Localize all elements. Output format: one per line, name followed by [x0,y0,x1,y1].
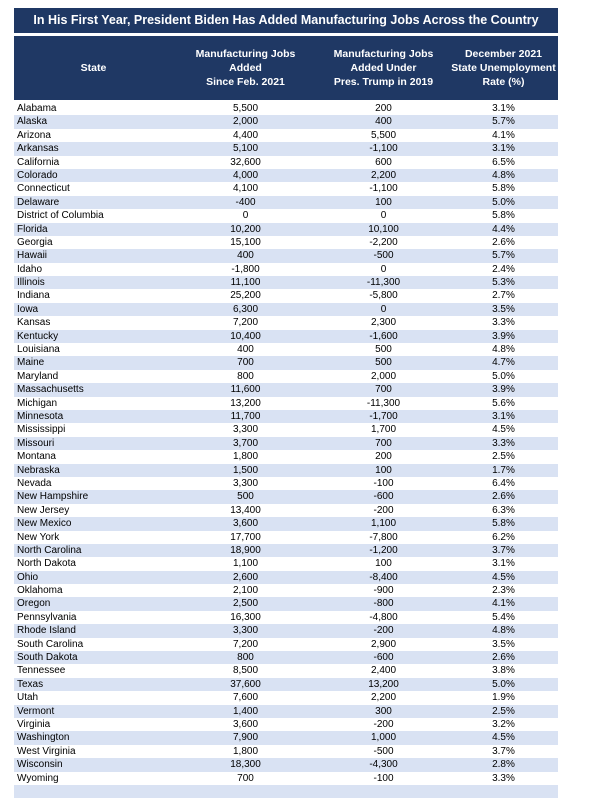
state-cell: Pennsylvania [17,611,77,623]
jobs-trump-cell: 2,200 [370,692,397,704]
jobs-added-cell: 37,600 [230,678,261,690]
jobs-trump-cell: 700 [375,437,392,449]
jobs-added-cell: 2,600 [232,571,259,583]
table-row [14,758,558,771]
jobs-trump-cell: -900 [373,585,394,597]
jobs-added-cell: 5,500 [232,103,259,114]
state-cell: Minnesota [17,410,64,422]
unemployment-rate-cell: 5.8% [492,210,515,222]
table-row [14,316,558,329]
table-row [14,249,558,262]
state-cell: New York [17,531,60,543]
jobs-trump-cell: -11,300 [366,277,401,289]
table-row [14,263,558,276]
unemployment-rate-cell: 2.4% [492,263,515,275]
unemployment-rate-cell: 3.3% [492,437,515,449]
table-row [14,504,558,517]
state-cell: Maryland [17,370,59,382]
jobs-added-cell: 0 [242,210,249,222]
state-cell: North Carolina [17,544,82,556]
jobs-added-cell: 18,900 [230,544,261,556]
unemployment-rate-cell: 2.6% [492,236,515,248]
column-header-jobs-trump-2019 [318,36,449,100]
state-cell: South Dakota [17,652,78,664]
jobs-trump-cell: 100 [375,196,392,208]
state-cell: Indiana [17,290,50,302]
column-header-line: Pres. Trump in 2019 [333,76,434,88]
jobs-added-cell: 13,200 [230,397,261,409]
jobs-trump-cell: 200 [375,103,392,114]
jobs-added-cell: 400 [237,250,254,262]
state-cell: Colorado [17,169,58,181]
jobs-trump-cell: -200 [373,718,394,730]
jobs-trump-cell: 500 [375,344,392,356]
unemployment-rate-cell: 3.7% [492,544,515,556]
jobs-added-cell: 5,100 [232,143,259,155]
state-cell: North Dakota [17,558,76,570]
table-row [14,584,558,597]
column-header-line: December 2021 [464,48,543,60]
jobs-added-cell: 3,300 [232,424,259,436]
jobs-trump-cell: -600 [373,652,394,664]
unemployment-rate-cell: 4.5% [492,571,515,583]
table-row [14,370,558,383]
table-row [14,678,558,691]
jobs-added-cell: 16,300 [230,611,261,623]
unemployment-rate-cell: 5.0% [492,196,515,208]
jobs-added-cell: 3,300 [232,477,259,489]
state-cell: Tennessee [17,665,66,677]
state-cell: Wisconsin [17,759,63,771]
table-row [14,490,558,503]
jobs-trump-cell: 0 [380,263,387,275]
state-cell: Mississippi [17,424,66,436]
jobs-added-cell: 15,100 [230,236,261,248]
jobs-added-cell: 500 [237,491,254,503]
jobs-trump-cell: -8,400 [369,571,398,583]
state-cell: Idaho [17,263,43,275]
unemployment-rate-cell: 6.2% [492,531,515,543]
jobs-added-cell: 7,200 [232,638,259,650]
unemployment-rate-cell: 4.8% [492,625,515,637]
state-cell: Louisiana [17,344,60,356]
jobs-added-cell: 6,300 [232,303,259,315]
state-cell: Virginia [17,718,51,730]
jobs-added-cell: 1,800 [232,745,259,757]
jobs-trump-cell: 500 [375,357,392,369]
column-header-line: State [80,62,107,74]
column-header-unemployment-rate [449,36,558,100]
table-end-stripe [14,785,558,798]
jobs-added-cell: 7,600 [232,692,259,704]
state-cell: Arkansas [17,143,59,155]
table-row [14,182,558,195]
jobs-added-cell: 2,000 [232,116,259,128]
jobs-trump-cell: 400 [375,116,392,128]
jobs-added-cell: 7,900 [232,732,259,744]
state-cell: Nevada [17,477,52,489]
jobs-added-cell: 11,700 [230,410,261,422]
table-row [14,397,558,410]
unemployment-rate-cell: 1.7% [492,464,515,476]
unemployment-rate-cell: 3.3% [492,317,515,329]
jobs-trump-cell: -1,700 [369,410,398,422]
table-row [14,544,558,557]
jobs-added-cell: 4,100 [232,183,259,195]
jobs-added-cell: 800 [237,652,254,664]
jobs-trump-cell: -100 [373,772,394,784]
unemployment-rate-cell: 4.5% [492,424,515,436]
table-row [14,611,558,624]
table-row [14,571,558,584]
unemployment-rate-cell: 2.7% [492,290,515,302]
table-row [14,423,558,436]
jobs-trump-cell: 2,200 [370,169,397,181]
state-cell: Arizona [17,129,51,141]
jobs-trump-cell: -100 [373,477,394,489]
unemployment-rate-cell: 5.0% [492,370,515,382]
jobs-trump-cell: -7,800 [369,531,398,543]
jobs-added-cell: 3,300 [232,625,259,637]
jobs-trump-cell: 1,700 [370,424,397,436]
state-cell: Kansas [17,317,51,329]
table-row [14,289,558,302]
jobs-added-cell: 11,600 [230,384,261,396]
jobs-added-cell: 10,200 [230,223,261,235]
table-row [14,410,558,423]
state-cell: Massachusetts [17,384,84,396]
jobs-added-cell: 32,600 [230,156,261,168]
table-row [14,223,558,236]
unemployment-rate-cell: 4.1% [492,129,515,141]
state-cell: West Virginia [17,745,76,757]
jobs-added-cell: 1,400 [232,705,259,717]
jobs-added-cell: 2,500 [232,598,259,610]
column-header-jobs-since-feb-2021 [173,36,318,100]
jobs-trump-cell: -500 [373,745,394,757]
unemployment-rate-cell: 2.5% [492,705,515,717]
table-row [14,236,558,249]
unemployment-rate-cell: 3.1% [492,410,515,422]
table-row [14,597,558,610]
table-header [14,36,558,100]
jobs-trump-cell: -5,800 [369,290,398,302]
column-header-line: Manufacturing Jobs [333,48,434,60]
jobs-trump-cell: -200 [373,504,394,516]
table-row [14,691,558,704]
jobs-trump-cell: -600 [373,491,394,503]
unemployment-rate-cell: 2.8% [492,759,515,771]
unemployment-rate-cell: 2.6% [492,491,515,503]
unemployment-rate-cell: 6.4% [492,477,515,489]
jobs-trump-cell: 300 [375,705,392,717]
column-header-line: Added [229,62,262,74]
column-header-state [14,36,173,100]
jobs-trump-cell: -1,200 [369,544,398,556]
jobs-trump-cell: 200 [375,451,392,463]
unemployment-rate-cell: 3.2% [492,718,515,730]
table-row [14,517,558,530]
jobs-added-cell: 17,700 [230,531,261,543]
table-row [14,129,558,142]
state-cell: Delaware [17,196,60,208]
jobs-trump-cell: -4,800 [369,611,398,623]
table-row [14,437,558,450]
unemployment-rate-cell: 3.1% [492,558,515,570]
jobs-added-cell: 700 [237,772,254,784]
unemployment-rate-cell: 6.5% [492,156,515,168]
table-row [14,115,558,128]
unemployment-rate-cell: 5.8% [492,518,515,530]
jobs-trump-cell: 100 [375,464,392,476]
jobs-added-cell: 3,700 [232,437,259,449]
jobs-trump-cell: -1,600 [369,330,398,342]
state-cell: Wyoming [17,772,59,784]
jobs-added-cell: 4,400 [232,129,259,141]
table-row [14,156,558,169]
state-cell: Utah [17,692,39,704]
jobs-trump-cell: 2,300 [370,317,397,329]
jobs-trump-cell: -11,300 [366,397,401,409]
table-row [14,303,558,316]
state-cell: Alaska [17,116,48,128]
table-row [14,450,558,463]
jobs-added-cell: -1,800 [231,263,260,275]
jobs-added-cell: 18,300 [230,759,261,771]
state-cell: District of Columbia [17,210,104,222]
table-row [14,383,558,396]
state-cell: Iowa [17,303,39,315]
unemployment-rate-cell: 3.7% [492,745,515,757]
unemployment-rate-cell: 3.9% [492,330,515,342]
column-header-line: Rate (%) [482,76,525,88]
unemployment-rate-cell: 3.1% [492,103,515,114]
table-body [14,102,558,798]
table-row [14,651,558,664]
column-header-line: State Unemployment [451,62,556,74]
jobs-trump-cell: 1,000 [370,732,397,744]
jobs-added-cell: 1,100 [232,558,259,570]
jobs-trump-cell: -200 [373,625,394,637]
unemployment-rate-cell: 3.8% [492,665,515,677]
table-row [14,356,558,369]
jobs-trump-cell: -1,100 [369,183,398,195]
jobs-trump-cell: 700 [375,384,392,396]
jobs-trump-cell: 13,200 [368,678,399,690]
jobs-trump-cell: 5,500 [370,129,397,141]
jobs-added-cell: 3,600 [232,518,259,530]
unemployment-rate-cell: 3.5% [492,638,515,650]
table-row [14,209,558,222]
jobs-added-cell: 8,500 [232,665,259,677]
state-cell: Kentucky [17,330,59,342]
jobs-added-cell: 700 [237,357,254,369]
jobs-trump-cell: 0 [380,303,387,315]
column-header-line: Added Under [350,62,417,74]
state-cell: Georgia [17,236,53,248]
column-header-line: Since Feb. 2021 [206,76,285,88]
jobs-added-cell: 13,400 [230,504,261,516]
jobs-trump-cell: 600 [375,156,392,168]
unemployment-rate-cell: 6.3% [492,504,515,516]
table-title: In His First Year, President Biden Has Added Manufacturing Jobs Across the Country [14,8,558,33]
unemployment-rate-cell: 3.3% [492,772,515,784]
jobs-trump-cell: -1,100 [369,143,398,155]
jobs-added-cell: 4,000 [232,169,259,181]
jobs-trump-cell: 2,000 [370,370,397,382]
jobs-added-cell: 25,200 [230,290,261,302]
table-row [14,624,558,637]
jobs-added-cell: 400 [237,344,254,356]
jobs-added-cell: 10,400 [230,330,261,342]
state-cell: Nebraska [17,464,60,476]
unemployment-rate-cell: 1.9% [492,692,515,704]
table-row [14,330,558,343]
unemployment-rate-cell: 5.8% [492,183,515,195]
unemployment-rate-cell: 2.3% [492,585,515,597]
unemployment-rate-cell: 4.8% [492,344,515,356]
unemployment-rate-cell: 5.4% [492,611,515,623]
jobs-added-cell: 3,600 [232,718,259,730]
table-row [14,343,558,356]
state-cell: Washington [17,732,70,744]
jobs-added-cell: 1,500 [232,464,259,476]
unemployment-rate-cell: 4.8% [492,169,515,181]
table-row [14,772,558,785]
unemployment-rate-cell: 2.6% [492,652,515,664]
unemployment-rate-cell: 5.7% [492,116,515,128]
table-row [14,531,558,544]
unemployment-rate-cell: 4.5% [492,732,515,744]
jobs-trump-cell: 1,100 [370,518,397,530]
state-cell: California [17,156,60,168]
jobs-added-cell: 800 [237,370,254,382]
state-cell: Michigan [17,397,58,409]
unemployment-rate-cell: 3.9% [492,384,515,396]
state-cell: Missouri [17,437,55,449]
table-row [14,705,558,718]
table-row [14,142,558,155]
table-row [14,638,558,651]
unemployment-rate-cell: 2.5% [492,451,515,463]
table-row [14,664,558,677]
state-cell: Oklahoma [17,585,63,597]
state-cell: Texas [17,678,44,690]
unemployment-rate-cell: 5.3% [492,277,515,289]
unemployment-rate-cell: 4.4% [492,223,515,235]
unemployment-rate-cell: 3.5% [492,303,515,315]
state-cell: Vermont [17,705,55,717]
jobs-added-cell: 2,100 [232,585,259,597]
state-cell: Alabama [17,103,57,114]
state-cell: Hawaii [17,250,48,262]
unemployment-rate-cell: 4.1% [492,598,515,610]
table-row [14,102,558,115]
column-header-line: Manufacturing Jobs [195,48,296,60]
jobs-added-cell: 11,100 [230,277,261,289]
table-row [14,196,558,209]
state-cell: Montana [17,451,56,463]
unemployment-rate-cell: 3.1% [492,143,515,155]
state-cell: New Mexico [17,518,72,530]
unemployment-rate-cell: 5.6% [492,397,515,409]
unemployment-rate-cell: 4.7% [492,357,515,369]
table-row [14,731,558,744]
jobs-trump-cell: -500 [373,250,394,262]
state-cell: South Carolina [17,638,84,650]
state-cell: Connecticut [17,183,70,195]
jobs-trump-cell: 0 [380,210,387,222]
jobs-trump-cell: -2,200 [369,236,398,248]
jobs-trump-cell: 2,900 [370,638,397,650]
state-cell: Oregon [17,598,51,610]
state-cell: Ohio [17,571,39,583]
state-cell: New Hampshire [17,491,89,503]
table-row [14,745,558,758]
jobs-added-cell: 7,200 [232,317,259,329]
jobs-added-cell: 1,800 [232,451,259,463]
jobs-added-cell: -400 [235,196,256,208]
table-row [14,477,558,490]
jobs-trump-cell: 100 [375,558,392,570]
table-row [14,464,558,477]
state-cell: Rhode Island [17,625,76,637]
unemployment-rate-cell: 5.0% [492,678,515,690]
jobs-trump-cell: -4,300 [369,759,398,771]
table-row [14,276,558,289]
state-cell: Illinois [17,277,45,289]
state-cell: Florida [17,223,48,235]
state-cell: Maine [17,357,45,369]
table-row [14,718,558,731]
table-row [14,557,558,570]
jobs-trump-cell: 2,400 [370,665,397,677]
jobs-trump-cell: 10,100 [368,223,399,235]
jobs-trump-cell: -800 [373,598,394,610]
state-cell: New Jersey [17,504,70,516]
table-row [14,169,558,182]
unemployment-rate-cell: 5.7% [492,250,515,262]
